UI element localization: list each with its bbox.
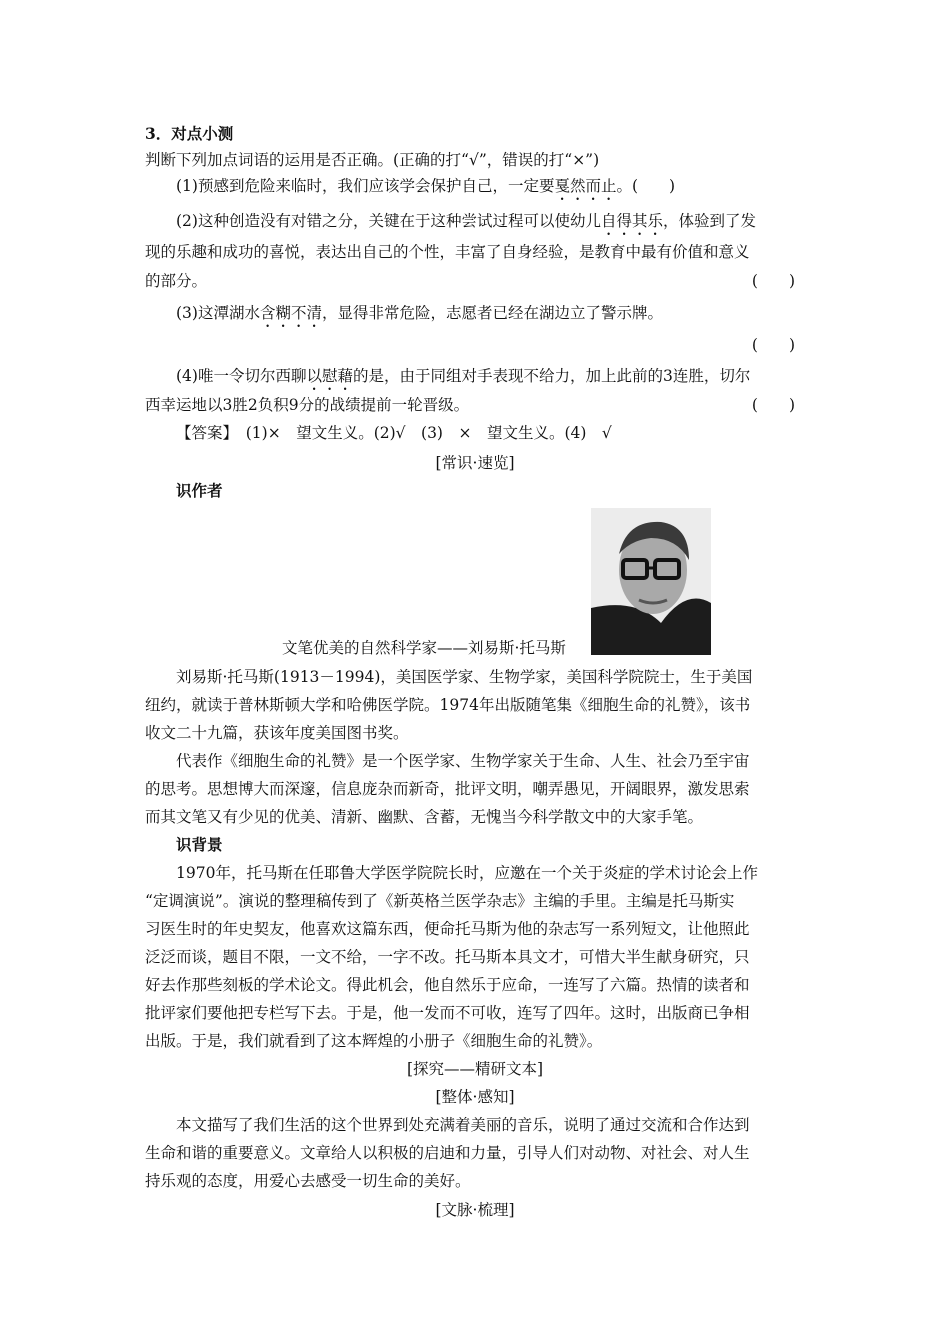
quiz-instruction: 判断下列加点词语的运用是否正确。(正确的打“√”，错误的打“×”) bbox=[145, 151, 600, 169]
author-heading: 识作者 bbox=[176, 481, 223, 500]
text-line: 1970年，托马斯在任耶鲁大学医学院院长时，应邀在一个关于炎症的学术讨论会上作 bbox=[176, 864, 758, 882]
answer-paren: ( ) bbox=[751, 272, 795, 290]
text-line: 西幸运地以3胜2负积9分的战绩提前一轮晋级。 bbox=[145, 396, 470, 414]
text-line: 而其文笔又有少见的优美、清新、幽默、含蓄，无愧当今科学散文中的大家手笔。 bbox=[145, 808, 704, 826]
text-line: 好去作那些刻板的学术论文。得此机会，他自然乐于应命，一连写了六篇。热情的读者和 bbox=[145, 976, 750, 994]
text-line: 刘易斯·托马斯(1913－1994)，美国医学家、生物学家，美国科学院院士，生于美国 bbox=[176, 668, 753, 686]
section-title: [探究——精研文本] bbox=[406, 1060, 544, 1078]
text-line: 本文描写了我们生活的这个世界到处充满着美丽的音乐，说明了通过交流和合作达到 bbox=[176, 1116, 750, 1134]
section-title: [常识·速览] bbox=[435, 454, 515, 472]
text-line: 生命和谐的重要意义。文章给人以积极的启迪和力量，引导人们对动物、对社会、对人生 bbox=[145, 1144, 750, 1162]
text-line: 批评家们要他把专栏写下去。于是，他一发而不可收，连写了四年。这时，出版商已争相 bbox=[145, 1004, 750, 1022]
text-line: 收文二十九篇，获该年度美国图书奖。 bbox=[145, 724, 409, 742]
text-line: “定调演说”。演说的整理稿传到了《新英格兰医学杂志》主编的手里。主编是托马斯实 bbox=[145, 892, 735, 910]
background-heading: 识背景 bbox=[176, 835, 223, 854]
text-line: 出版。于是，我们就看到了这本辉煌的小册子《细胞生命的礼赞》。 bbox=[145, 1032, 603, 1050]
quiz-question-4: (4)唯一令切尔西聊以慰藉的是，由于同组对手表现不给力，加上此前的3连胜，切尔 bbox=[176, 367, 751, 385]
quiz-question-3: (3)这潭湖水含糊不清，显得非常危险，志愿者已经在湖边立了警示牌。 bbox=[176, 304, 663, 322]
section-title: [整体·感知] bbox=[435, 1088, 515, 1106]
quiz-heading: 3．对点小测 bbox=[145, 124, 234, 143]
answer-paren: ( ) bbox=[751, 336, 795, 354]
emphasized-word: 以慰藉 bbox=[306, 367, 353, 385]
emphasized-word: 含糊不清 bbox=[259, 304, 322, 322]
section-title: [文脉·梳理] bbox=[435, 1201, 515, 1219]
text-line: 代表作《细胞生命的礼赞》是一个医学家、生物学家关于生命、人生、社会乃至宇宙 bbox=[176, 752, 750, 770]
quiz-question-1: (1)预感到危险来临时，我们应该学会保护自己，一定要戛然而止。( ) bbox=[176, 177, 676, 195]
text-line: 的部分。 bbox=[145, 272, 208, 290]
author-portrait bbox=[591, 508, 711, 655]
quiz-question-2: (2)这种创造没有对错之分，关键在于这种尝试过程可以使幼儿自得其乐，体验到了发 bbox=[176, 212, 756, 230]
text-line: 习医生时的年史契友，他喜欢这篇东西，便命托马斯为他的杂志写一系列短文，让他照此 bbox=[145, 920, 750, 938]
text-line: 泛泛而谈，题目不限，一文不给，一字不改。托马斯本具文才，可惜大半生献身研究，只 bbox=[145, 948, 750, 966]
emphasized-word: 戛然而止 bbox=[554, 177, 617, 195]
text-line: 纽约，就读于普林斯顿大学和哈佛医学院。1974年出版随笔集《细胞生命的礼赞》，该书 bbox=[145, 696, 751, 714]
portrait-image bbox=[591, 508, 711, 655]
text-line: 现的乐趣和成功的喜悦，表达出自己的个性，丰富了自身经验，是教育中最有价值和意义 bbox=[145, 243, 750, 261]
text-line: 的思考。思想博大而深邃，信息庞杂而新奇，批评文明，嘲弄愚见，开阔眼界，激发思索 bbox=[145, 780, 750, 798]
photo-caption: 文笔优美的自然科学家——刘易斯·托马斯 bbox=[282, 639, 566, 657]
answer-paren: ( ) bbox=[751, 396, 795, 414]
text-line: 持乐观的态度，用爱心去感受一切生命的美好。 bbox=[145, 1172, 471, 1190]
quiz-answer: 【答案】 (1)× 望文生义。(2)√ (3) × 望文生义。(4) √ bbox=[176, 424, 612, 442]
emphasized-word: 自得其乐 bbox=[600, 212, 663, 230]
